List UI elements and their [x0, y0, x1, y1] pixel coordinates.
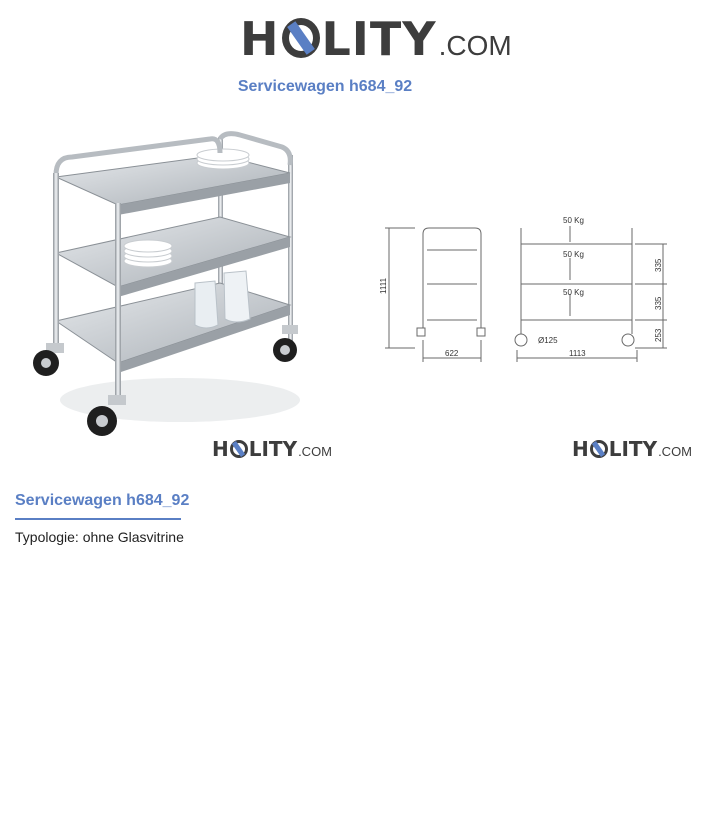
page-title: Servicewagen h684_92: [237, 78, 413, 95]
dimension-wheel: Ø125: [538, 336, 558, 345]
product-title: Servicewagen h684_92: [15, 492, 190, 509]
logo-domain: .COM: [658, 444, 693, 459]
logo-o-icon: [230, 440, 248, 458]
dimension-shelf-gap-upper: 335: [654, 258, 663, 272]
logo-text-left: H: [572, 437, 589, 461]
dimension-height: 1111: [379, 277, 388, 294]
dimension-width: 1113: [569, 349, 586, 358]
technical-drawing: [375, 190, 675, 370]
dimension-shelf-gap-lower: 335: [654, 296, 663, 310]
product-photo: [20, 125, 320, 445]
load-label-middle: 50 Kg: [563, 250, 584, 259]
typology-text: Typologie: ohne Glasvitrine: [15, 529, 184, 545]
brand-logo-photo-watermark: [212, 437, 332, 461]
brand-logo[interactable]: [240, 12, 512, 66]
logo-domain: .COM: [438, 30, 512, 61]
load-label-bottom: 50 Kg: [563, 288, 584, 297]
logo-text-right: LITY: [321, 12, 437, 66]
logo-domain: .COM: [298, 444, 333, 459]
title-underline: [15, 518, 181, 520]
logo-text-right: LITY: [608, 437, 658, 461]
logo-text-left: H: [240, 12, 280, 66]
dimension-bottom-gap: 253: [654, 328, 663, 342]
logo-text-right: LITY: [248, 437, 298, 461]
brand-logo-drawing-watermark: [572, 437, 692, 461]
dimension-depth: 622: [445, 349, 459, 358]
logo-o-icon: [590, 440, 608, 458]
logo-o-icon: [282, 18, 320, 58]
load-label-top: 50 Kg: [563, 216, 584, 225]
logo-text-left: H: [212, 437, 229, 461]
